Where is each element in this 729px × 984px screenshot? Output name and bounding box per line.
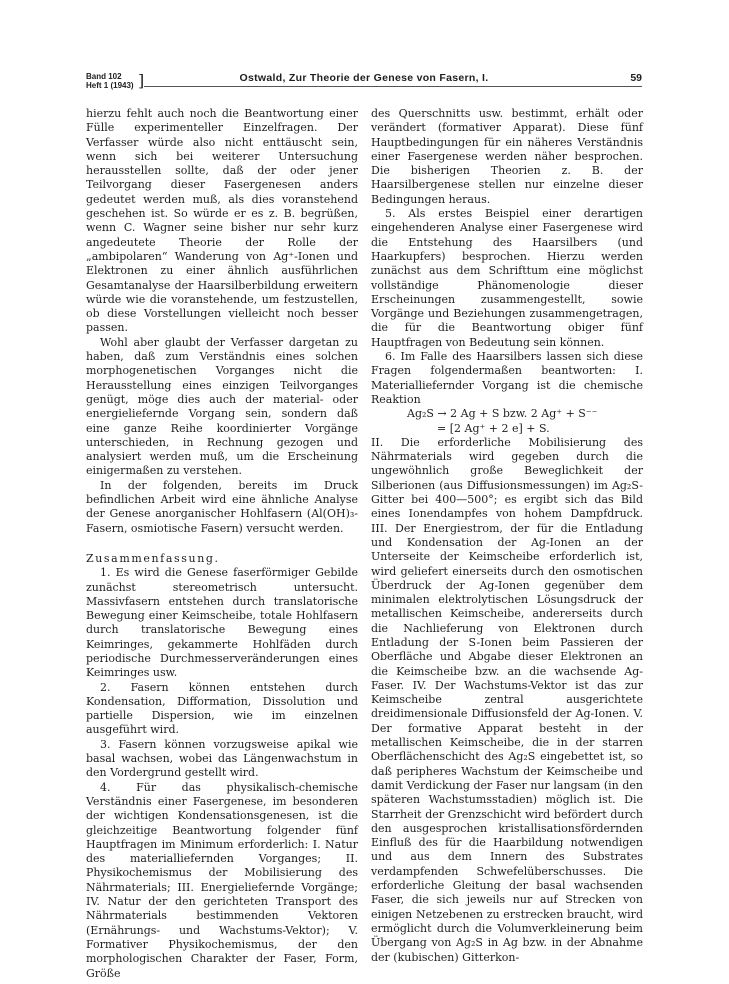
- summary-item-3: 3. Fasern können vorzugsweise apikal wie basal wachsen, wobei das Längenwachstum in den Vordergrund gestellt wird.: [86, 737, 358, 780]
- running-header: [86, 72, 642, 94]
- header-rule: [144, 86, 642, 87]
- summary-item-5: 5. Als erstes Beispiel einer derartigen eingehenderen Analyse einer Fasergenese wird die Entstehung des Haarsilbers (und Haarkupfers) besprochen. Hierzu werden zunächst aus dem Schrifttum eine möglichst vollständige Phänomenologie dieser Erscheinungen zusammengestellt, sowie Vorgänge und Beziehungen zusammengetragen, die für die Beantwortung obiger fünf Hauptfragen von Bedeutung sein können.: [371, 207, 643, 349]
- running-title: Ostwald, Zur Theorie der Genese von Fasern, I.: [239, 72, 489, 84]
- issue-line: Heft 1 (1943): [86, 81, 134, 90]
- summary-item-2: 2. Fasern können entstehen durch Kondensation, Difformation, Dissolution und partielle Dispersion, wie im einzelnen ausgeführt wird.: [86, 680, 358, 737]
- section-heading: Zusammenfassung.: [86, 551, 220, 565]
- left-column: [86, 107, 358, 981]
- volume-line: Band 102: [86, 72, 122, 81]
- page-number: 59: [630, 72, 642, 84]
- paragraph: In der folgenden, bereits im Druck befindlichen Arbeit wird eine ähnliche Analyse der Genese anorganischer Hohlfasern (Al(OH)₃-Fasern, osmiotische Fasern) versucht werden.: [86, 478, 358, 535]
- paragraph-continuation: hierzu fehlt auch noch die Beantwortung einer Fülle experimenteller Einzelfragen. Der Verfasser würde also nicht enttäuscht sein, wenn sich bei weiterer Untersuchung herausstellen sollte, daß der oder jener Teilvorgang dieser Fasergenesen anders gedeutet werden muß, als dies voranstehend geschehen ist. So würde er es z. B. begrüßen, wenn C. Wagner seine bisher nur sehr kurz angedeutete Theorie der Rolle der „ambipolaren“ Wanderung von Ag⁺-Ionen und Elektronen zu einer ähnlich ausführlichen Gesamtanalyse der Haarsilberbildung erweitern würde wie die voranstehende, um festzustellen, ob diese Vorstellungen vielleicht noch besser passen.: [86, 107, 358, 335]
- summary-item-4: 4. Für das physikalisch-chemische Verständnis einer Fasergenese, im besonderen der wichtigen Kondensationsgenesen, ist die gleichzeitige Beantwortung folgender fünf Hauptfragen im Minimum erforderlich: I. Natur des materialliefernden Vorganges; II. Physikochemismus der Mobilisierung des Nährmaterials; III. Energieliefernde Vorgänge; IV. Natur der den gerichteten Transport des Nährmaterials bestimmenden Vektoren (Ernährungs- und Wachstums-Vektor); V. Formativer Physikochemismus, der den morphologischen Charakter der Faser, Form, Größe: [86, 780, 358, 980]
- paragraph-continuation: des Querschnitts usw. bestimmt, erhält oder verändert (formativer Apparat). Diese fünf Hauptbedingungen für ein näheres Verständnis einer Fasergenese werden näher besprochen. Die bisherigen Theorien z. B. der Haarsilbergenese stellen nur einzelne dieser Bedingungen heraus.: [371, 107, 643, 206]
- reaction-equation-line-1: Ag₂S → 2 Ag + S bzw. 2 Ag⁺ + S⁻⁻: [407, 407, 598, 421]
- paragraph: Wohl aber glaubt der Verfasser dargetan zu haben, daß zum Verständnis eines solchen morphogenetischen Vorganges nicht die Herausstellung eines einzigen Teilvorganges genügt, möge dies auch der material- oder energieliefernde Vorgang sein, sondern daß eine ganze Reihe koordinierter Vorgänge unterschieden, in Rechnung gezogen und analysiert werden muß, um die Erscheinung einigermaßen zu verstehen.: [86, 335, 358, 478]
- bracket-glyph: ]: [138, 71, 145, 90]
- summary-item-1: 1. Es wird die Genese faserförmiger Gebilde zunächst stereometrisch untersucht. Massivfasern entstehen durch translatorische Bewegung einer Keimscheibe, totale Hohlfasern durch translatorische Bewegung eines Keimringes, gekammerte Hohlfäden durch periodische Durchmesserveränderungen eines Keimringes usw.: [86, 566, 358, 680]
- right-column: [371, 107, 643, 965]
- reaction-equation-line-2: = [2 Ag⁺ + 2 e] + S.: [437, 421, 550, 435]
- summary-item-6: 6. Im Falle des Haarsilbers lassen sich diese Fragen folgendermaßen beantworten: I. Materialliefernder Vorgang ist die chemische Reaktion: [371, 350, 643, 406]
- paragraph: II. Die erforderliche Mobilisierung des Nährmaterials wird gegeben durch die ungewöhnlich große Beweglichkeit der Silberionen (aus Diffusionsmessungen) im Ag₂S-Gitter bei 400—500°; es ergibt sich das Bild eines Ionendampfes von hohem Dampfdruck. III. Der Energiestrom, der für die Entladung und Kondensation der Ag-Ionen an der Unterseite der Keimscheibe erforderlich ist, wird geliefert einerseits durch den osmotischen Überdruck der Ag-Ionen gegenüber dem minimalen elektrolytischen Lösungsdruck der metallischen Keimscheibe, andererseits durch die Nachlieferung von Elektronen durch Entladung der S-Ionen beim Passieren der Oberfläche und Abgabe dieser Elektronen an die Keimscheibe bzw. an die wachsende Ag-Faser. IV. Der Wachstums-Vektor ist das zur Keimscheibe zentral ausgerichtete dreidimensionale Diffusionsfeld der Ag-Ionen. V. Der formative Apparat besteht in der metallischen Keimscheibe, die in der starren Oberflächenschicht des Ag₂S eingebettet ist, so daß peripheres Wachstum der Keimscheibe und damit Verdickung der Faser nur langsam (in den späteren Wachstumsstadien) möglich ist. Die Starrheit der Grenzschicht wird befördert durch den ausgesprochen kristallisationsfördernden Einfluß des für die Haarbildung notwendigen und aus dem Innern des Substrates verdampfenden Schwefelüberschusses. Die erforderliche Gleitung der basal wachsenden Faser, die sich jeweils nur auf Strecken von einigen Netzebenen zu erstrecken braucht, wird ermöglicht durch die Volumverkleinerung beim Übergang von Ag₂S in Ag bzw. in der Abnahme der (kubischen) Gitterkon-: [371, 435, 643, 964]
